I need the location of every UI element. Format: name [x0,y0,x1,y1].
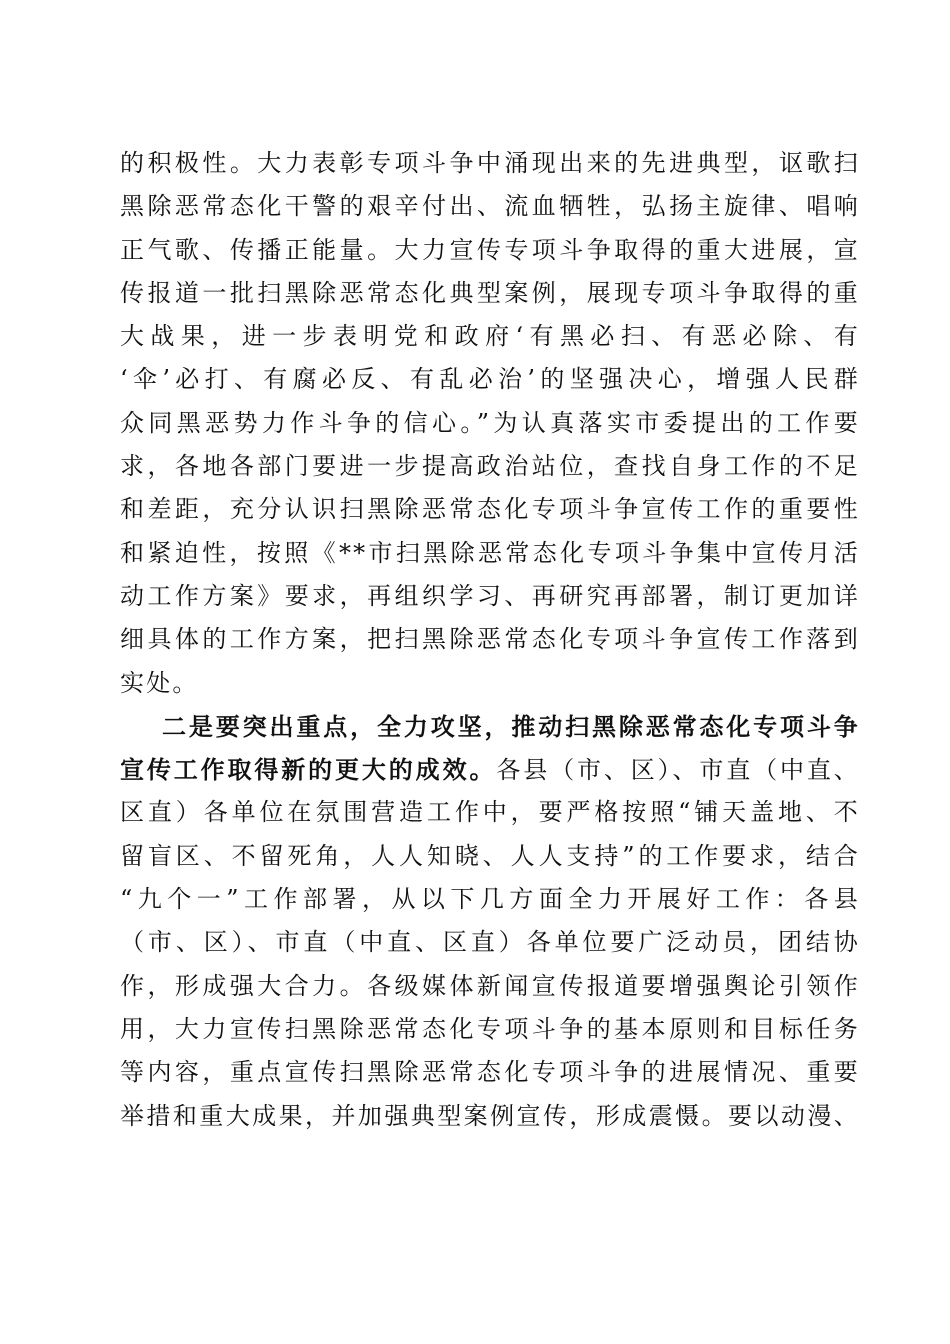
text-line: “九个一”工作部署，从以下几方面全力开展好工作：各县 [120,885,860,914]
text-line: 和紧迫性，按照《**市扫黑除恶常态化专项斗争集中宣传月活 [120,538,860,567]
text-line: 用，大力宣传扫黑除恶常态化专项斗争的基本原则和目标任务 [120,1014,860,1043]
mixed-text-line [120,748,860,791]
text-line: 举措和重大成果，并加强典型案例宣传，形成震慑。要以动漫、 [120,1101,860,1130]
text-line: 动工作方案》要求，再组织学习、再研究再部署，制订更加详 [120,581,860,610]
text-line: 作，形成强大合力。各级媒体新闻宣传报道要增强舆论引领作 [120,971,860,1000]
bold-heading-text: 宣传工作取得新的更大的成效。 [120,755,497,785]
text-line: 大战果，进一步表明党和政府‘有黑必扫、有恶必除、有 [120,322,860,351]
text-line: 黑除恶常态化干警的艰辛付出、流血牺牲，弘扬主旋律、唱响 [120,192,860,221]
text-line: 细具体的工作方案，把扫黑除恶常态化专项斗争宣传工作落到 [120,625,860,654]
text-line: 传报道一批扫黑除恶常态化典型案例，展现专项斗争取得的重 [120,278,860,307]
text-line: 区直）各单位在氛围营造工作中，要严格按照“铺天盖地、不 [120,798,860,827]
text-line: 和差距，充分认识扫黑除恶常态化专项斗争宣传工作的重要性 [120,495,860,524]
text-line: 众同黑恶势力作斗争的信心。”为认真落实市委提出的工作要 [120,408,860,437]
text-line: 实处。 [120,668,199,697]
text-line: ‘伞’必打、有腐必反、有乱必治’的坚强决心，增强人民群 [120,365,860,394]
bold-heading-line: 二是要突出重点，全力攻坚，推动扫黑除恶常态化专项斗争 [162,711,860,741]
text-line: 等内容，重点宣传扫黑除恶常态化专项斗争的进展情况、重要 [120,1058,860,1087]
body-text: 各县（市、区）、市直（中直、 [496,756,860,785]
text-line: 留盲区、不留死角，人人知晓、人人支持”的工作要求，结合 [120,841,860,870]
text-line: 求，各地各部门要进一步提高政治站位，查找自身工作的不足 [120,452,860,481]
text-line: 的积极性。大力表彰专项斗争中涌现出来的先进典型，讴歌扫 [120,149,860,177]
text-line: （市、区）、市直（中直、区直）各单位要广泛动员，团结协 [120,928,860,957]
document-body [120,142,860,1138]
text-line: 正气歌、传播正能量。大力宣传专项斗争取得的重大进展，宣 [120,235,860,264]
